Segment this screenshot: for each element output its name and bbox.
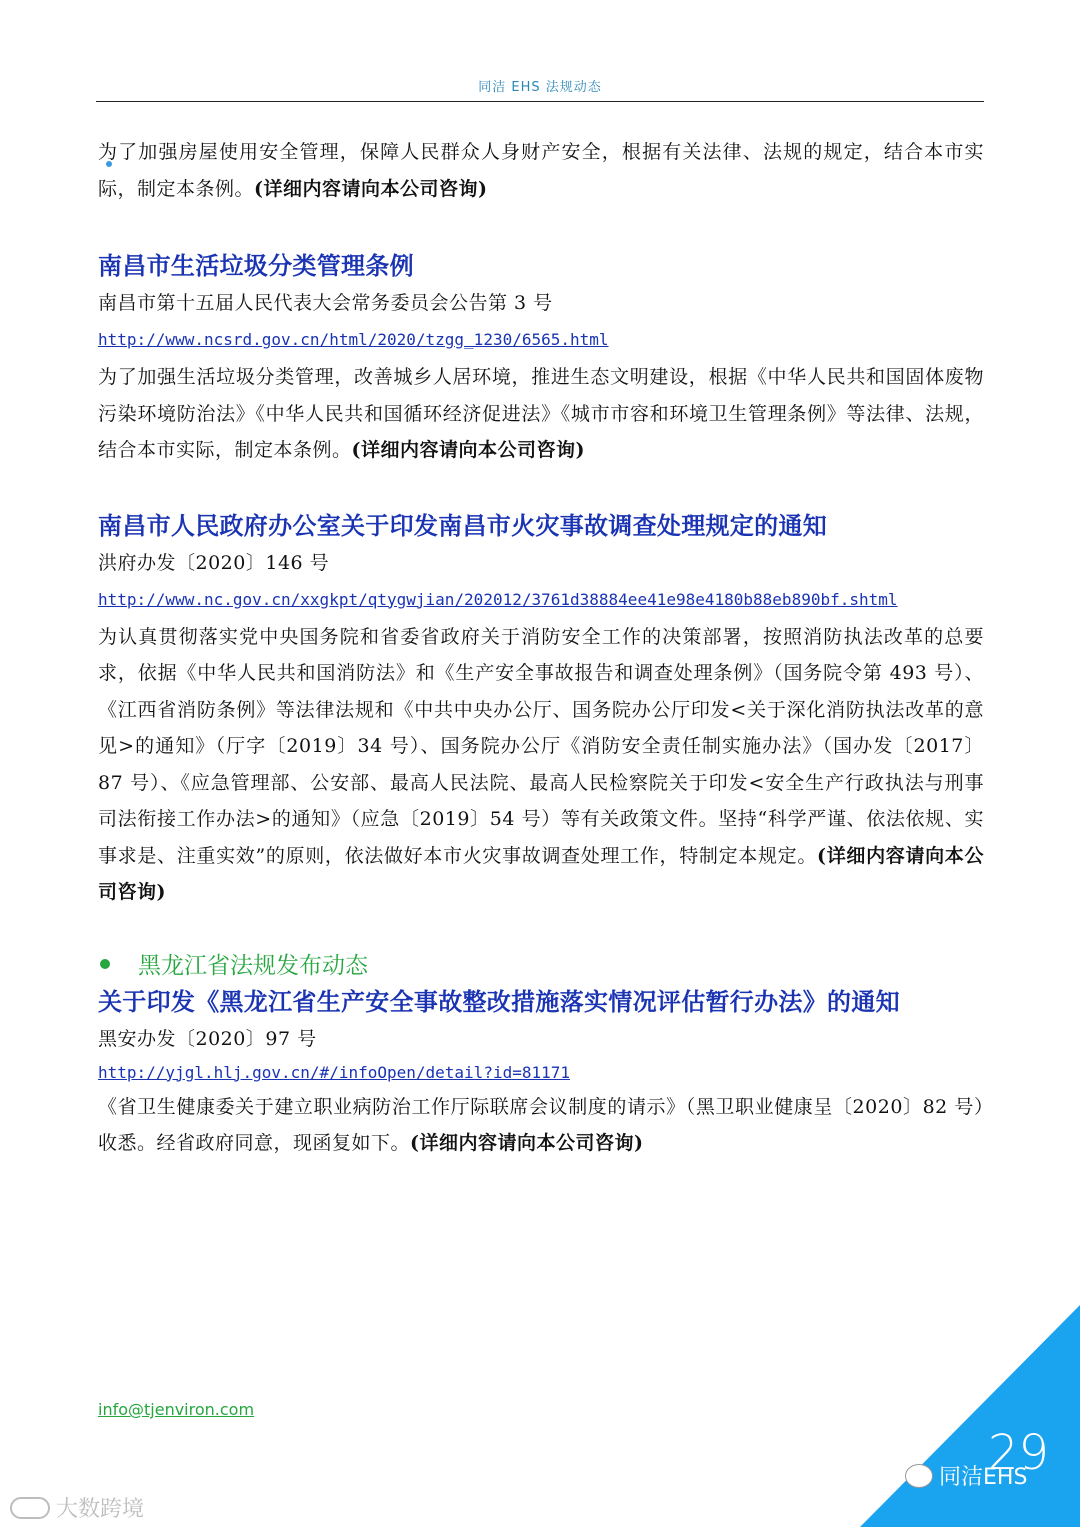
item-paragraph: 为认真贯彻落实党中央国务院和省委省政府关于消防安全工作的决策部署，按照消防执法改革的总要求，依据《中华人民共和国消防法》和《生产安全事故报告和调查处理条例》（国务院令第 493 号）、《江西省消防条例》等法律法规和《中共中央办公厅、国务院办公厅印发<关于深化消防执法改革的意见>的通知》（厅字〔2019〕34 号）、国务院办公厅《消防安全责任制实施办法》（国办发〔2017〕87 号）、《应急管理部、公安部、最高人民法院、最高人民检察院关于印发<安全生产行政执法与刑事司法衔接工作办法>的通知》（应急〔2019〕54 号）等有关政策文件。坚持“科学严谨、依法依规、实事求是、注重实效”的原则，依法做好本市火灾事故调查处理工作，特制定本规定。(详细内容请向本公司咨询)	[98, 625, 984, 903]
section-heading: 黑龙江省法规发布动态	[98, 949, 984, 983]
email-link[interactable]: info@tjenviron.com	[98, 1400, 255, 1419]
item-title: 关于印发《黑龙江省生产安全事故整改措施落实情况评估暂行办法》的通知	[98, 987, 900, 1016]
watermark-logo-icon	[10, 1497, 50, 1519]
item-link[interactable]: http://www.ncsrd.gov.cn/html/2020/tzgg_1230/6565.html	[98, 330, 609, 349]
item-paragraph: 《省卫生健康委关于建立职业病防治工作厅际联席会议制度的请示》（黑卫职业健康呈〔2020〕82 号）收悉。经省政府同意，现函复如下。(详细内容请向本公司咨询)	[98, 1095, 984, 1154]
item-link[interactable]: http://yjgl.hlj.gov.cn/#/infoOpen/detail?id=81171	[98, 1062, 571, 1082]
intro-paragraph: 为了加强房屋使用安全管理，保障人民群众人身财产安全，根据有关法律、法规的规定，结合本市实际，制定本条例。(详细内容请向本公司咨询)	[98, 141, 984, 200]
page-number: 29	[988, 1425, 1050, 1481]
item-title: 南昌市人民政府办公室关于印发南昌市火灾事故调查处理规定的通知	[98, 511, 827, 540]
wechat-label: 同洁EHS	[939, 1465, 1028, 1490]
item-title: 南昌市生活垃圾分类管理条例	[98, 252, 414, 280]
item-issuer: 洪府办发〔2020〕146 号	[98, 551, 330, 574]
wechat-icon	[905, 1464, 933, 1488]
wechat-badge	[905, 1460, 1027, 1491]
item-issuer: 黑安办发〔2020〕97 号	[98, 1027, 317, 1050]
item-paragraph: 为了加强生活垃圾分类管理，改善城乡人居环境，推进生态文明建设，根据《中华人民共和国固体废物污染环境防治法》《中华人民共和国循环经济促进法》《城市市容和环境卫生管理条例》等法律、法规，结合本市实际，制定本条例。(详细内容请向本公司咨询)	[98, 366, 984, 461]
watermark	[10, 1492, 144, 1523]
item-link[interactable]: http://www.nc.gov.cn/xxgkpt/qtygwjian/202012/3761d38884ee41e98e4180b88eb890bf.shtml	[98, 589, 898, 609]
item-issuer: 南昌市第十五届人民代表大会常务委员会公告第 3 号	[98, 292, 553, 314]
page-header: 同洁 EHS 法规动态	[478, 80, 602, 95]
watermark-label: 大数跨境	[56, 1497, 145, 1522]
